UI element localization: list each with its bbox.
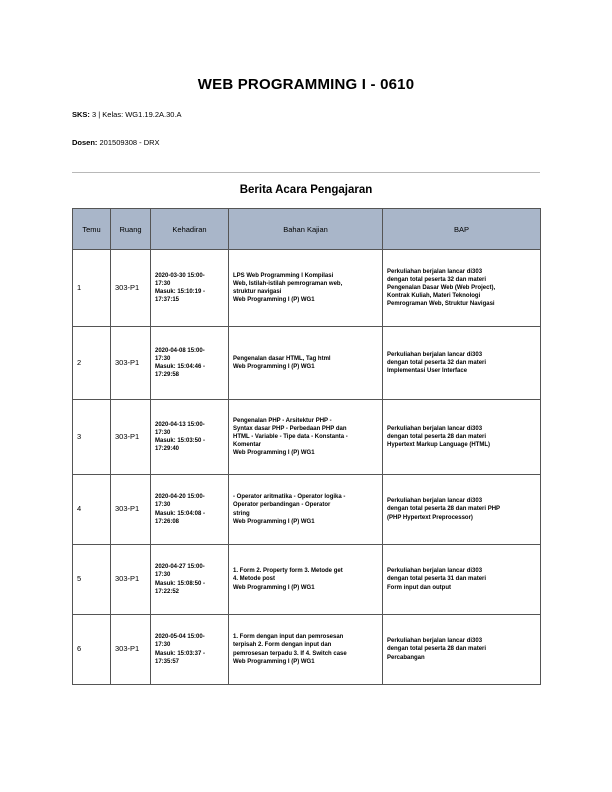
cell-ruang: 303-P1 xyxy=(111,615,151,685)
cell-temu: 2 xyxy=(73,327,111,400)
cell-ruang: 303-P1 xyxy=(111,250,151,327)
cell-bap: Perkuliahan berjalan lancar di303 dengan total peserta 28 dan materi PHP (PHP Hypertext Preprocessor) xyxy=(383,475,541,545)
header-bap: BAP xyxy=(383,209,541,250)
cell-temu: 5 xyxy=(73,545,111,615)
header-temu: Temu xyxy=(73,209,111,250)
cell-kehadiran: 2020-04-08 15:00- 17:30 Masuk: 15:04:46 - 17:29:58 xyxy=(151,327,229,400)
cell-kehadiran: 2020-04-13 15:00- 17:30 Masuk: 15:03:50 - 17:29:40 xyxy=(151,400,229,475)
header-kehadiran: Kehadiran xyxy=(151,209,229,250)
dosen-label: Dosen: xyxy=(72,138,98,147)
sks-value: 3 | Kelas: WG1.19.2A.30.A xyxy=(92,110,182,119)
dosen-value: 201509308 - DRX xyxy=(99,138,160,147)
cell-kehadiran: 2020-04-20 15:00- 17:30 Masuk: 15:04:08 - 17:26:08 xyxy=(151,475,229,545)
table-row xyxy=(73,327,541,400)
table-row xyxy=(73,615,541,685)
cell-temu: 1 xyxy=(73,250,111,327)
cell-bap: Perkuliahan berjalan lancar di303 dengan total peserta 28 dan materi Percabangan xyxy=(383,615,541,685)
cell-bap: Perkuliahan berjalan lancar di303 dengan total peserta 32 dan materi Pengenalan Dasar Web (Web Project), Kontrak Kuliah, Materi Teknologi Pemrograman Web, Struktur Navigasi xyxy=(383,250,541,327)
cell-ruang: 303-P1 xyxy=(111,545,151,615)
dosen-info xyxy=(72,138,160,147)
cell-bahan-kajian: 1. Form 2. Property form 3. Metode get 4. Metode post Web Programming I (P) WG1 xyxy=(229,545,383,615)
berita-acara-table xyxy=(72,208,541,685)
page-title: WEB PROGRAMMING I - 0610 xyxy=(197,76,415,93)
table-row xyxy=(73,250,541,327)
table-header-row xyxy=(73,209,541,250)
cell-kehadiran: 2020-03-30 15:00- 17:30 Masuk: 15:10:19 - 17:37:15 xyxy=(151,250,229,327)
table-row xyxy=(73,475,541,545)
cell-kehadiran: 2020-05-04 15:00- 17:30 Masuk: 15:03:37 - 17:35:57 xyxy=(151,615,229,685)
table-row xyxy=(73,545,541,615)
cell-bap: Perkuliahan berjalan lancar di303 dengan total peserta 32 dan materi Implementasi User Interface xyxy=(383,327,541,400)
cell-ruang: 303-P1 xyxy=(111,475,151,545)
table-row xyxy=(73,400,541,475)
cell-bahan-kajian: - Operator aritmatika - Operator logika - Operator perbandingan - Operator string Web Programming I (P) WG1 xyxy=(229,475,383,545)
sks-label: SKS: xyxy=(72,110,90,119)
cell-bahan-kajian: 1. Form dengan input dan pemrosesan terpisah 2. Form dengan input dan pemrosesan terpadu 3. If 4. Switch case Web Programming I (P) WG1 xyxy=(229,615,383,685)
header-ruang: Ruang xyxy=(111,209,151,250)
section-title: Berita Acara Pengajaran xyxy=(239,184,373,196)
cell-bap: Perkuliahan berjalan lancar di303 dengan total peserta 31 dan materi Form input dan output xyxy=(383,545,541,615)
cell-bahan-kajian: LPS Web Programming I Kompilasi Web, Istilah-istilah pemrograman web, struktur navigasi Web Programming I (P) WG1 xyxy=(229,250,383,327)
cell-ruang: 303-P1 xyxy=(111,327,151,400)
cell-ruang: 303-P1 xyxy=(111,400,151,475)
horizontal-divider xyxy=(72,172,540,173)
cell-kehadiran: 2020-04-27 15:00- 17:30 Masuk: 15:08:50 - 17:22:52 xyxy=(151,545,229,615)
cell-bahan-kajian: Pengenalan PHP - Arsitektur PHP - Syntax dasar PHP - Perbedaan PHP dan HTML - Variable - Tipe data - Konstanta - Komentar Web Programming I (P) WG1 xyxy=(229,400,383,475)
cell-bap: Perkuliahan berjalan lancar di303 dengan total peserta 28 dan materi Hypertext Markup Language (HTML) xyxy=(383,400,541,475)
cell-temu: 4 xyxy=(73,475,111,545)
cell-temu: 3 xyxy=(73,400,111,475)
cell-temu: 6 xyxy=(73,615,111,685)
header-bahan-kajian: Bahan Kajian xyxy=(229,209,383,250)
cell-bahan-kajian: Pengenalan dasar HTML, Tag html Web Programming I (P) WG1 xyxy=(229,327,383,400)
sks-kelas-info xyxy=(72,110,182,119)
